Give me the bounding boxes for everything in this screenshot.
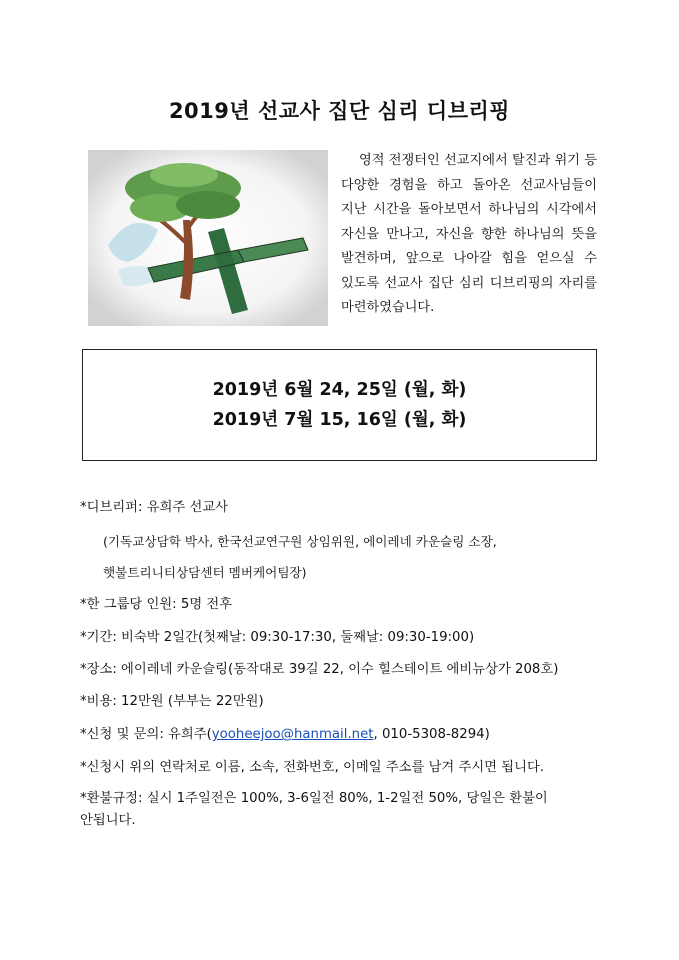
cost-item: *비용: 12만원 (부부는 22만원): [80, 694, 264, 709]
period-item: *기간: 비숙박 2일간(첫째날: 09:30-17:30, 둘째날: 09:30-19:00): [80, 630, 475, 645]
refund-item: *환불규정: 실시 1주일전은 100%, 3-6일전 80%, 1-2일전 50%, 당일은 환불이 안됩니다.: [80, 791, 548, 828]
page-title: 2019년 선교사 집단 심리 디브리핑: [168, 99, 511, 123]
tree-cross-illustration: [88, 150, 328, 326]
date-box: [82, 349, 597, 461]
group-size-item: *한 그룹당 인원: 5명 전후: [80, 597, 233, 612]
debriefer-item: *디브리퍼: 유희주 선교사: [80, 500, 229, 515]
contact-suffix: , 010-5308-8294): [373, 727, 490, 742]
intro-paragraph: 영적 전쟁터인 선교지에서 탈진과 위기 등 다양한 경험을 하고 돌아온 선교사님들이 지난 시간을 돌아보면서 하나님의 시각에서 자신을 만나고, 자신을 향한 하나님의 뜻을 발견하며, 앞으로 나아갈 힘을 얻으실 수 있도록 선교사 집단 심리 디브리핑의 자리를 마련하였습니다.: [341, 153, 597, 315]
apply-note-item: *신청시 위의 연락처로 이름, 소속, 전화번호, 이메일 주소를 남겨 주시면 됩니다.: [80, 760, 545, 775]
contact-item: [80, 723, 490, 742]
credentials-line-2: 햇불트리니티상담센터 멤버케어팀장): [103, 565, 307, 580]
place-item: *장소: 에이레네 카운슬링(동작대로 39길 22, 이수 힐스테이트 에비뉴상가 208호): [80, 662, 559, 677]
email-link[interactable]: yooheejoo@hanmail.net: [211, 727, 374, 742]
date-line-2: 2019년 7월 15, 16일 (월, 화): [212, 410, 467, 430]
credentials-line-1: (기독교상담학 박사, 한국선교연구원 상임위원, 에이레네 카운슬링 소장,: [103, 534, 497, 549]
contact-prefix: *신청 및 문의: 유희주(: [80, 727, 212, 742]
date-line-1: 2019년 6월 24, 25일 (월, 화): [212, 380, 467, 400]
